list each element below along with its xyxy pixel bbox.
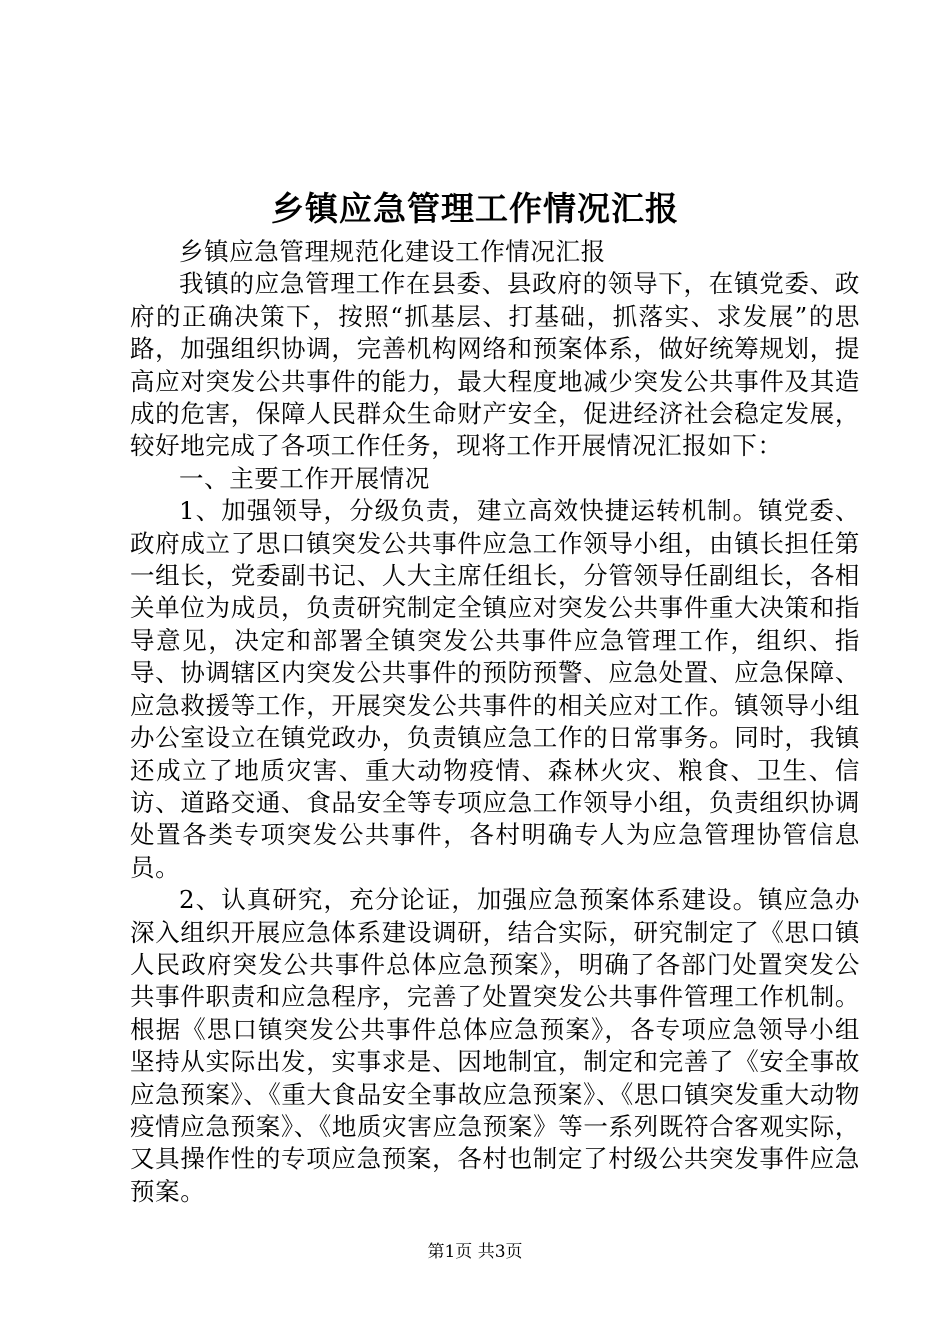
document-body xyxy=(130,236,860,1208)
item-1-paragraph: 1、加强领导，分级负责，建立高效快捷运转机制。镇党委、政府成立了思口镇突发公共事件应急工作领导小组，由镇长担任第一组长，党委副书记、人大主席任组长，分管领导任副组长，各相关单位为成员，负责研究制定全镇应对突发公共事件重大决策和指导意见，决定和部署全镇突发公共事件应急管理工作，组织、指导、协调辖区内突发公共事件的预防预警、应急处置、应急保障、应急救援等工作，开展突发公共事件的相关应对工作。镇领导小组办公室设立在镇党政办，负责镇应急工作的日常事务。同时，我镇还成立了地质灾害、重大动物疫情、森林火灾、粮食、卫生、信访、道路交通、食品安全等专项应急工作领导小组，负责组织协调处置各类专项突发公共事件，各村明确专人为应急管理协管信息员。 xyxy=(130,496,860,882)
item-2-paragraph: 2、认真研究，充分论证，加强应急预案体系建设。镇应急办深入组织开展应急体系建设调研，结合实际，研究制定了《思口镇人民政府突发公共事件总体应急预案》，明确了各部门处置突发公共事件职责和应急程序，完善了处置突发公共事件管理工作机制。根据《思口镇突发公共事件总体应急预案》，各专项应急领导小组坚持从实际出发，实事求是、因地制宜，制定和完善了《安全事故应急预案》、《重大食品安全事故应急预案》、《思口镇突发重大动物疫情应急预案》、《地质灾害应急预案》等一系列既符合客观实际，又具操作性的专项应急预案，各村也制定了村级公共突发事件应急预案。 xyxy=(130,885,860,1206)
document-subtitle: 乡镇应急管理规范化建设工作情况汇报 xyxy=(179,237,606,266)
section-heading: 一、主要工作开展情况 xyxy=(179,463,430,493)
page-footer: 第1页 共3页 xyxy=(427,1242,523,1262)
intro-paragraph: 我镇的应急管理工作在县委、县政府的领导下，在镇党委、政府的正确决策下，按照“抓基层、打基础，抓落实、求发展”的思路，加强组织协调，完善机构网络和预案体系，做好统筹规划，提高应对突发公共事件的能力，最大程度地减少突发公共事件及其造成的危害，保障人民群众生命财产安全，促进经济社会稳定发展，较好地完成了各项工作任务，现将工作开展情况汇报如下： xyxy=(130,269,860,461)
document-title: 乡镇应急管理工作情况汇报 xyxy=(271,189,679,228)
